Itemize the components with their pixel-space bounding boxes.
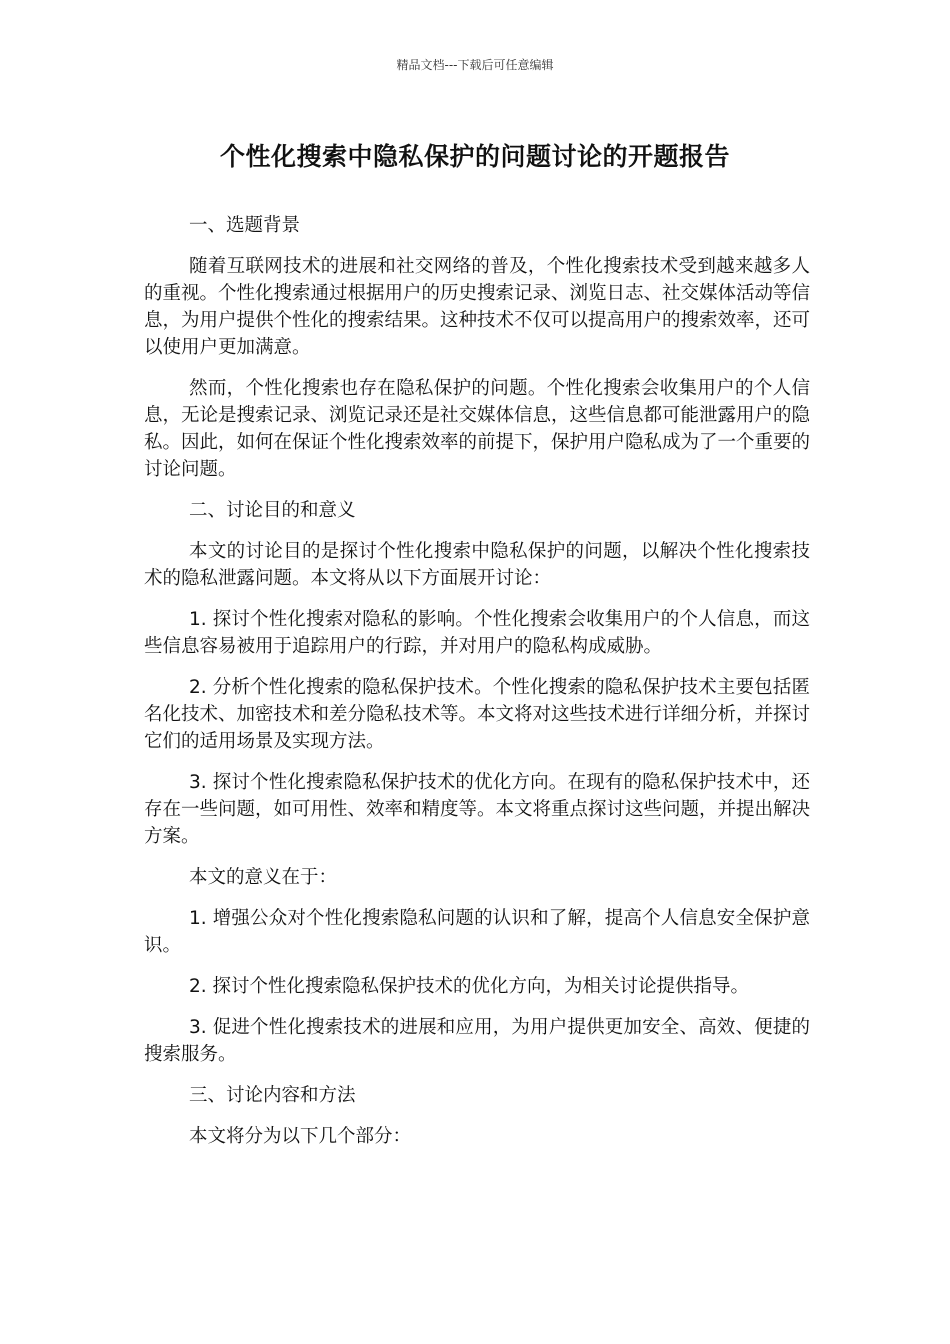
list-item: 3. 促进个性化搜索技术的进展和应用，为用户提供更加安全、高效、便捷的搜索服务。 — [144, 1017, 810, 1065]
section-heading-content-method: 三、讨论内容和方法 — [189, 1085, 356, 1106]
significance-intro: 本文的意义在于： — [189, 867, 338, 888]
paragraph: 然而，个性化搜索也存在隐私保护的问题。个性化搜索会收集用户的个人信息，无论是搜索记录、浏览记录还是社交媒体信息，这些信息都可能泄露用户的隐私。因此，如何在保证个性化搜索效率的前提下，保护用户隐私成为了一个重要的讨论问题。 — [144, 378, 811, 480]
list-item: 1. 增强公众对个性化搜索隐私问题的认识和了解，提高个人信息安全保护意识。 — [144, 908, 810, 956]
paragraph: 本文的讨论目的是探讨个性化搜索中隐私保护的问题，以解决个性化搜索技术的隐私泄露问题。本文将从以下方面展开讨论： — [144, 541, 810, 589]
section-heading-background: 一、选题背景 — [189, 215, 301, 236]
parts-intro: 本文将分为以下几个部分： — [189, 1126, 412, 1147]
page-header-watermark: 精品文档---下载后可任意编辑 — [396, 58, 554, 72]
section-heading-purpose: 二、讨论目的和意义 — [189, 500, 356, 521]
list-item: 3. 探讨个性化搜索隐私保护技术的优化方向。在现有的隐私保护技术中，还存在一些问题，如可用性、效率和精度等。本文将重点探讨这些问题，并提出解决方案。 — [144, 772, 811, 847]
list-item: 2. 分析个性化搜索的隐私保护技术。个性化搜索的隐私保护技术主要包括匿名化技术、加密技术和差分隐私技术等。本文将对这些技术进行详细分析，并探讨它们的适用场景及实现方法。 — [144, 677, 811, 752]
document-title: 个性化搜索中隐私保护的问题讨论的开题报告 — [219, 142, 730, 171]
paragraph: 随着互联网技术的进展和社交网络的普及，个性化搜索技术受到越来越多人的重视。个性化搜索通过根据用户的历史搜索记录、浏览日志、社交媒体活动等信息，为用户提供个性化的搜索结果。这种技术不仅可以提高用户的搜索效率，还可以使用户更加满意。 — [144, 256, 811, 358]
document-body — [144, 212, 810, 1164]
list-item: 1. 探讨个性化搜索对隐私的影响。个性化搜索会收集用户的个人信息，而这些信息容易被用于追踪用户的行踪，并对用户的隐私构成威胁。 — [144, 609, 810, 657]
list-item: 2. 探讨个性化搜索隐私保护技术的优化方向，为相关讨论提供指导。 — [189, 976, 750, 997]
